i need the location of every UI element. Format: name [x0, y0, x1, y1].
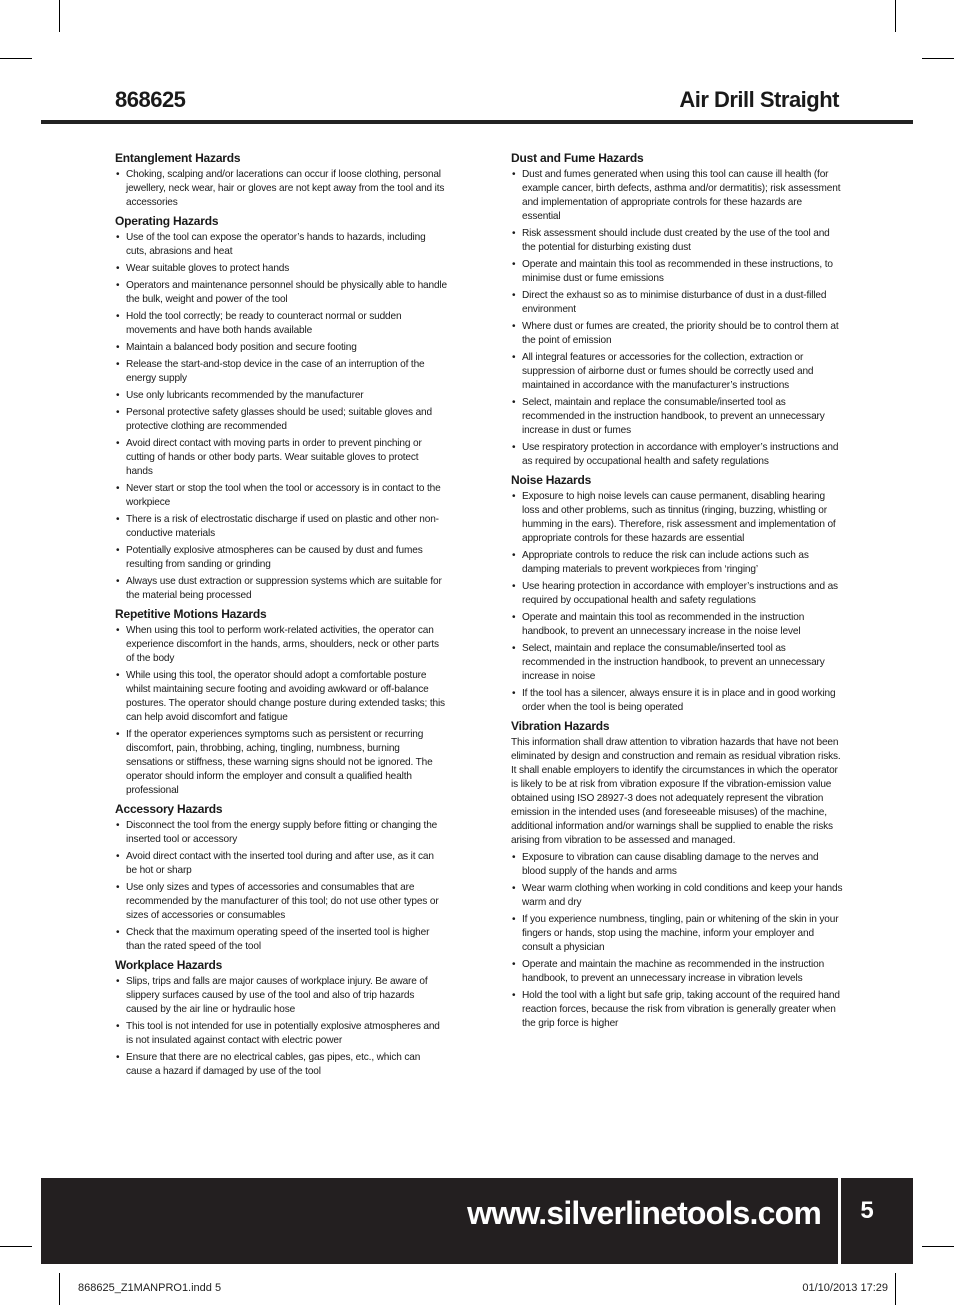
list-item: • Disconnect the tool from the energy supply before fitting or changing the inserted tool or accessory	[115, 819, 447, 847]
list-item: • Operators and maintenance personnel should be physically able to handle the bulk, weight and power of the tool	[115, 279, 447, 307]
list-item: • If the operator experiences symptoms such as persistent or recurring discomfort, pain, throbbing, aching, tingling, numbness, burning sensations or stiffness, these warning signs should not be ignored. The operator should inform the employer and consult a qualified health professional	[115, 728, 447, 798]
list-item: • Personal protective safety glasses should be used; suitable gloves and protective clothing are recommended	[115, 406, 447, 434]
crop-mark	[922, 58, 954, 59]
hazard-section	[115, 801, 447, 954]
list-item: • Slips, trips and falls are major causes of workplace injury. Be aware of slippery surfaces caused by use of the tool and also of trip hazards caused by the air line or hydraulic hose	[115, 975, 447, 1017]
hazard-section	[511, 718, 843, 1031]
bullet-list	[511, 851, 843, 1031]
list-item: • Check that the maximum operating speed of the inserted tool is higher than the rated speed of the tool	[115, 926, 447, 954]
list-item: • Operate and maintain the machine as recommended in the instruction handbook, to prevent an unnecessary increase in vibration levels	[511, 958, 843, 986]
crop-mark	[895, 0, 896, 32]
list-item: • Maintain a balanced body position and secure footing	[115, 341, 447, 355]
list-item: • If the tool has a silencer, always ensure it is in place and in good working order when the tool is being operated	[511, 687, 843, 715]
section-heading: Vibration Hazards	[511, 719, 610, 733]
list-item: • Hold the tool with a light but safe grip, taking account of the required hand reaction forces, because the risk from vibration is generally greater when the grip force is higher	[511, 989, 843, 1031]
list-item: • Always use dust extraction or suppression systems which are suitable for the material being processed	[115, 575, 447, 603]
list-item: • Use respiratory protection in accordance with employer’s instructions and as required by occupational health and safety regulations	[511, 441, 843, 469]
hazard-section	[511, 150, 843, 469]
list-item: • Exposure to high noise levels can cause permanent, disabling hearing loss and other problems, such as tinnitus (ringing, buzzing, whistling or humming in the ears). Therefore, risk assessment and implementation of appropriate controls for these hazards are essential	[511, 490, 843, 546]
list-item: • Never start or stop the tool when the tool or accessory is in contact to the workpiece	[115, 482, 447, 510]
hazard-section	[511, 472, 843, 715]
hazard-section	[115, 150, 447, 210]
section-heading: Operating Hazards	[115, 214, 219, 228]
section-heading: Noise Hazards	[511, 473, 592, 487]
slug-datetime: 01/10/2013 17:29	[802, 1282, 888, 1294]
list-item: • Operate and maintain this tool as recommended in these instructions, to minimise dust or fume emissions	[511, 258, 843, 286]
header-rule	[41, 120, 913, 124]
page-header	[41, 84, 913, 124]
crop-mark	[59, 1273, 60, 1305]
bullet-list	[115, 624, 447, 798]
crop-mark	[895, 1273, 896, 1305]
list-item: • Dust and fumes generated when using this tool can cause ill health (for example cancer, birth defects, asthma and/or dermatitis); risk assessment and implementation of appropriate controls for these hazards are essential	[511, 168, 843, 224]
hazard-section	[115, 606, 447, 798]
hazard-section	[115, 957, 447, 1079]
list-item: • Use only lubricants recommended by the manufacturer	[115, 389, 447, 403]
list-item: • Hold the tool correctly; be ready to counteract normal or sudden movements and have both hands available	[115, 310, 447, 338]
crop-mark	[0, 58, 32, 59]
list-item: • Potentially explosive atmospheres can be caused by dust and fumes resulting from sanding or grinding	[115, 544, 447, 572]
list-item: • Direct the exhaust so as to minimise disturbance of dust in a dust-filled environment	[511, 289, 843, 317]
list-item: • Choking, scalping and/or lacerations can occur if loose clothing, personal jewellery, neck wear, hair or gloves are not kept away from the tool and its accessories	[115, 168, 447, 210]
page-title: Air Drill Straight	[679, 87, 839, 112]
list-item: • Release the start-and-stop device in the case of an interruption of the energy supply	[115, 358, 447, 386]
list-item: • Select, maintain and replace the consumable/inserted tool as recommended in the instruction handbook, to prevent an unnecessary increase in dust or fumes	[511, 396, 843, 438]
bullet-list	[511, 168, 843, 469]
bullet-list	[115, 168, 447, 210]
page-number: 5	[860, 1197, 874, 1224]
list-item: • Wear warm clothing when working in cold conditions and keep your hands warm and dry	[511, 882, 843, 910]
list-item: • Appropriate controls to reduce the risk can include actions such as damping materials to prevent workpieces from ‘ringing’	[511, 549, 843, 577]
list-item: • All integral features or accessories for the collection, extraction or suppression of airborne dust or fumes should be correctly used and maintained in accordance with the manufacturer’s instructions	[511, 351, 843, 393]
list-item: • Where dust or fumes are created, the priority should be to control them at the point of emission	[511, 320, 843, 348]
list-item: • Avoid direct contact with the inserted tool during and after use, as it can be hot or sharp	[115, 850, 447, 878]
left-column	[115, 150, 447, 1082]
list-item: • While using this tool, the operator should adopt a comfortable posture whilst maintaining secure footing and avoiding awkward or off-balance postures. The operator should change posture during extended tasks; this can help avoid discomfort and fatigue	[115, 669, 447, 725]
list-item: • Use hearing protection in accordance with employer’s instructions and as required by occupational health and safety regulations	[511, 580, 843, 608]
section-heading: Repetitive Motions Hazards	[115, 607, 267, 621]
bullet-list	[511, 490, 843, 715]
website-link[interactable]: www.silverlinetools.com	[467, 1195, 821, 1231]
hazard-section	[115, 213, 447, 603]
section-heading: Accessory Hazards	[115, 802, 223, 816]
right-column	[511, 150, 843, 1034]
crop-mark	[922, 1246, 954, 1247]
product-code: 868625	[115, 87, 186, 112]
list-item: • Risk assessment should include dust created by the use of the tool and the potential for disturbing existing dust	[511, 227, 843, 255]
list-item: • There is a risk of electrostatic discharge if used on plastic and other non-conductive materials	[115, 513, 447, 541]
slug-filename: 868625_Z1MANPRO1.indd 5	[78, 1282, 222, 1294]
section-heading: Workplace Hazards	[115, 958, 223, 972]
list-item: • Operate and maintain this tool as recommended in the instruction handbook, to prevent an unnecessary increase in the noise level	[511, 611, 843, 639]
list-item: • When using this tool to perform work-related activities, the operator can experience discomfort in the hands, arms, shoulders, neck or other parts of the body	[115, 624, 447, 666]
list-item: • Use of the tool can expose the operator’s hands to hazards, including cuts, abrasions and heat	[115, 231, 447, 259]
list-item: • Select, maintain and replace the consumable/inserted tool as recommended in the instruction handbook, to prevent an unnecessary increase in noise	[511, 642, 843, 684]
crop-mark	[0, 1246, 32, 1247]
list-item: • Use only sizes and types of accessories and consumables that are recommended by the manufacturer of this tool; do not use other types or sizes of accessories or consumables	[115, 881, 447, 923]
list-item: • Ensure that there are no electrical cables, gas pipes, etc., which can cause a hazard if damaged by use of the tool	[115, 1051, 447, 1079]
bullet-list	[115, 975, 447, 1079]
list-item: • This tool is not intended for use in potentially explosive atmospheres and is not insulated against contact with electric power	[115, 1020, 447, 1048]
section-heading: Dust and Fume Hazards	[511, 151, 644, 165]
section-heading: Entanglement Hazards	[115, 151, 241, 165]
list-item: • Exposure to vibration can cause disabling damage to the nerves and blood supply of the hands and arms	[511, 851, 843, 879]
list-item: • If you experience numbness, tingling, pain or whitening of the skin in your fingers or hands, stop using the machine, inform your employer and consult a physician	[511, 913, 843, 955]
crop-mark	[59, 0, 60, 32]
section-paragraph: This information shall draw attention to vibration hazards that have not been eliminated by design and construction and remain as residual vibration risks. It shall enable employers to identify the circumstances in which the operator is likely to be at risk from vibration exposure If the vibration-emission value obtained using ISO 28927-3 does not adequately represent the vibration emission in the intended uses (and foreseeable misuses) of the machine, additional information and/or warnings shall be supplied to enable the risks arising from vibration to be assessed and managed.	[511, 737, 841, 846]
footer-bar	[41, 1178, 913, 1264]
list-item: • Wear suitable gloves to protect hands	[115, 262, 447, 276]
bullet-list	[115, 231, 447, 603]
list-item: • Avoid direct contact with moving parts in order to prevent pinching or cutting of hands or other body parts. Wear suitable gloves to protect hands	[115, 437, 447, 479]
bullet-list	[115, 819, 447, 954]
